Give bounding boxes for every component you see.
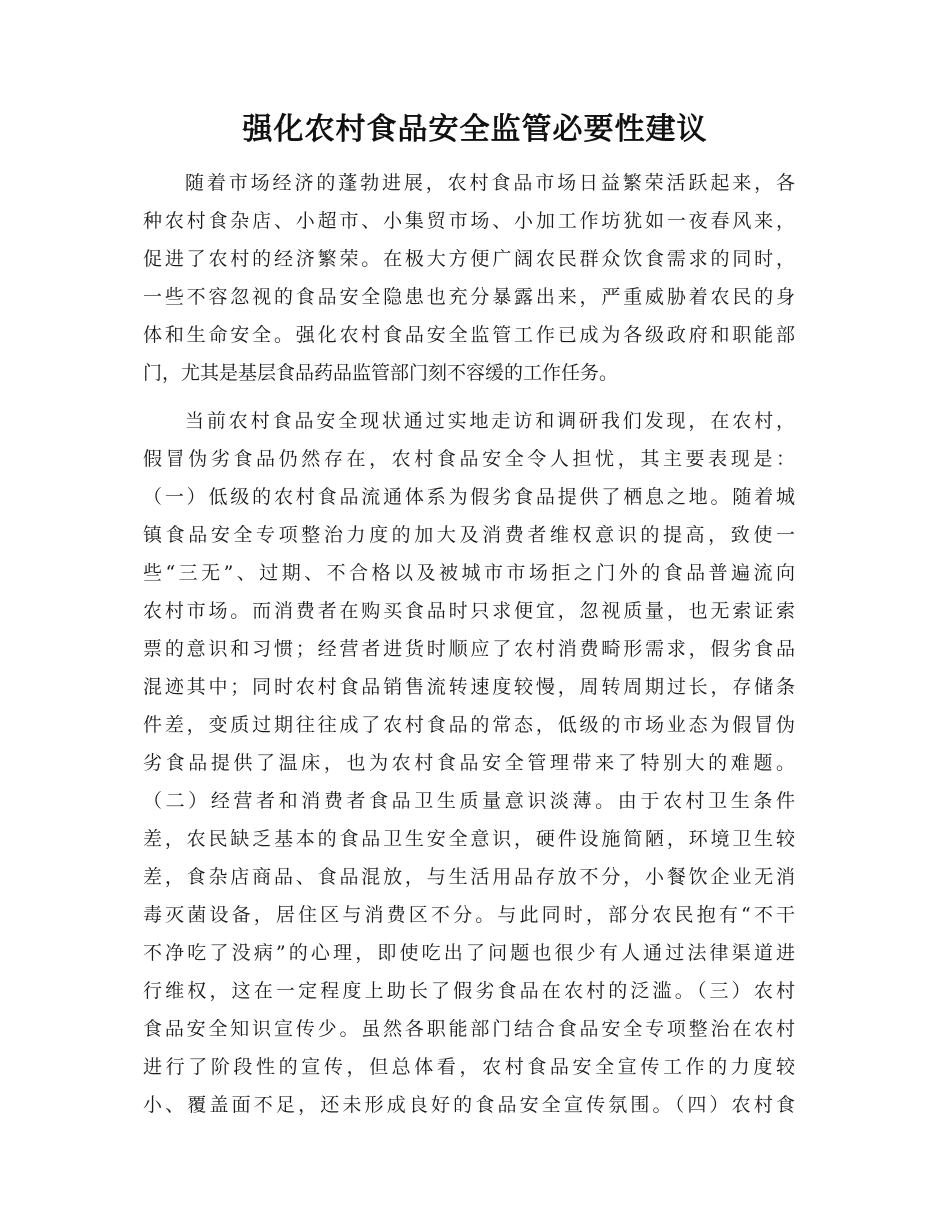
- paragraph-1-line: 一些不容忽视的食品安全隐患也充分暴露出来，严重威胁着农民的身: [143, 286, 795, 308]
- paragraph-1-line: 促进了农村的经济繁荣。在极大方便广阔农民群众饮食需求的同时，: [143, 248, 795, 270]
- paragraph-2-line: 假冒伪劣食品仍然存在，农村食品安全令人担忧，其主要表现是：: [143, 448, 795, 470]
- paragraph-2-line: 劣食品提供了温床，也为农村食品安全管理带来了特别大的难题。: [143, 752, 795, 774]
- paragraph-2-line: 票的意识和习惯；经营者进货时顺应了农村消费畸形需求，假劣食品: [143, 638, 795, 660]
- paragraph-2-line: （二）经营者和消费者食品卫生质量意识淡薄。由于农村卫生条件: [143, 790, 795, 812]
- paragraph-2-line: 当前农村食品安全现状通过实地走访和调研我们发现，在农村，: [185, 410, 795, 432]
- paragraph-2-line: 些“三无”、过期、不合格以及被城市市场拒之门外的食品普遍流向: [143, 562, 795, 584]
- paragraph-2-line: （一）低级的农村食品流通体系为假劣食品提供了栖息之地。随着城: [143, 486, 795, 508]
- paragraph-2-line: 行维权，这在一定程度上助长了假劣食品在农村的泛滥。（三）农村: [143, 980, 795, 1002]
- paragraph-2-line: 食品安全知识宣传少。虽然各职能部门结合食品安全专项整治在农村: [143, 1018, 795, 1040]
- paragraph-2-line: 农村市场。而消费者在购买食品时只求便宜，忽视质量，也无索证索: [143, 600, 795, 622]
- paragraph-2-line: 差，农民缺乏基本的食品卫生安全意识，硬件设施简陋，环境卫生较: [143, 828, 795, 850]
- paragraph-2-line: 不净吃了没病”的心理，即使吃出了问题也很少有人通过法律渠道进: [143, 942, 795, 964]
- paragraph-2-line: 毒灭菌设备，居住区与消费区不分。与此同时，部分农民抱有“不干: [143, 904, 795, 926]
- paragraph-2-line: 件差，变质过期往往成了农村食品的常态，低级的市场业态为假冒伪: [143, 714, 795, 736]
- paragraph-1-line: 门，尤其是基层食品药品监管部门刻不容缓的工作任务。: [143, 362, 619, 384]
- paragraph-2-line: 混迹其中；同时农村食品销售流转速度较慢，周转周期过长，存储条: [143, 676, 795, 698]
- paragraph-1-line: 种农村食杂店、小超市、小集贸市场、小加工作坊犹如一夜春风来，: [143, 210, 795, 232]
- paragraph-2-line: 小、覆盖面不足，还未形成良好的食品安全宣传氛围。（四）农村食: [143, 1094, 795, 1116]
- paragraph-1-line: 体和生命安全。强化农村食品安全监管工作已成为各级政府和职能部: [143, 324, 795, 346]
- document-title: 强化农村食品安全监管必要性建议: [242, 112, 708, 147]
- paragraph-1-line: 随着市场经济的蓬勃进展，农村食品市场日益繁荣活跃起来，各: [185, 172, 795, 194]
- paragraph-2-line: 镇食品安全专项整治力度的加大及消费者维权意识的提高，致使一: [143, 524, 795, 546]
- paragraph-2-line: 进行了阶段性的宣传，但总体看，农村食品安全宣传工作的力度较: [143, 1056, 795, 1078]
- paragraph-2-line: 差，食杂店商品、食品混放，与生活用品存放不分，小餐饮企业无消: [143, 866, 795, 888]
